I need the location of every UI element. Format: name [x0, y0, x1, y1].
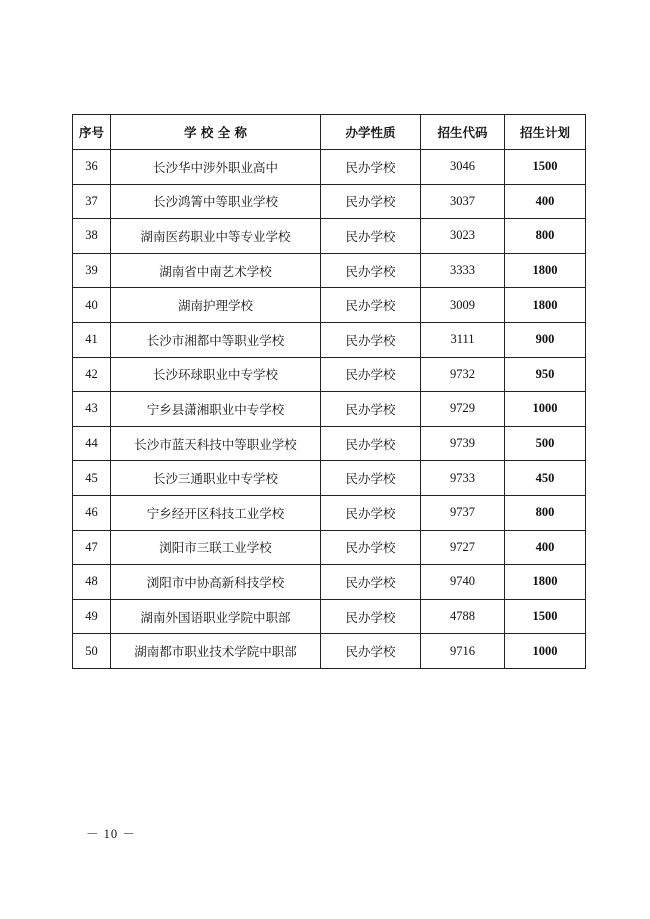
enrollment-plan-cell: 450: [505, 461, 586, 496]
row-index-cell: 41: [73, 322, 111, 357]
table-row: [73, 599, 586, 634]
row-index-cell: 45: [73, 461, 111, 496]
table-row: [73, 530, 586, 565]
row-index-cell: 47: [73, 530, 111, 565]
school-name-cell: 长沙鸿箐中等职业学校: [111, 184, 321, 219]
school-nature-cell: 民办学校: [321, 322, 421, 357]
table-row: [73, 426, 586, 461]
enrollment-code-cell: 4788: [421, 599, 505, 634]
school-nature-cell: 民办学校: [321, 392, 421, 427]
school-nature-cell: 民办学校: [321, 634, 421, 669]
enrollment-code-cell: 9739: [421, 426, 505, 461]
school-nature-cell: 民办学校: [321, 461, 421, 496]
enrollment-code-cell: 3333: [421, 253, 505, 288]
row-index-cell: 46: [73, 495, 111, 530]
school-name-cell: 宁乡县潇湘职业中专学校: [111, 392, 321, 427]
page-number: － 10 －: [86, 827, 136, 841]
enrollment-code-cell: 9733: [421, 461, 505, 496]
row-index-cell: 39: [73, 253, 111, 288]
row-index-cell: 43: [73, 392, 111, 427]
enrollment-plan-cell: 1800: [505, 253, 586, 288]
table-row: [73, 565, 586, 600]
school-nature-cell: 民办学校: [321, 219, 421, 254]
row-index-cell: 37: [73, 184, 111, 219]
school-name-cell: 宁乡经开区科技工业学校: [111, 495, 321, 530]
enrollment-code-cell: 3111: [421, 322, 505, 357]
school-name-cell: 长沙三通职业中专学校: [111, 461, 321, 496]
school-nature-cell: 民办学校: [321, 184, 421, 219]
school-name-cell: 长沙市湘都中等职业学校: [111, 322, 321, 357]
table-row: [73, 322, 586, 357]
enrollment-plan-cell: 400: [505, 530, 586, 565]
table-row: [73, 461, 586, 496]
table-row: [73, 357, 586, 392]
table-row: [73, 150, 586, 185]
col-header-nature: 办学性质: [321, 115, 421, 150]
enrollment-code-cell: 9732: [421, 357, 505, 392]
col-header-school-name: 学 校 全 称: [111, 115, 321, 150]
enrollment-plan-cell: 1500: [505, 599, 586, 634]
row-index-cell: 48: [73, 565, 111, 600]
row-index-cell: 38: [73, 219, 111, 254]
enrollment-plan-cell: 1000: [505, 392, 586, 427]
school-nature-cell: 民办学校: [321, 150, 421, 185]
col-header-index: 序号: [73, 115, 111, 150]
enrollment-plan-cell: 800: [505, 219, 586, 254]
school-nature-cell: 民办学校: [321, 288, 421, 323]
enrollment-code-cell: 9740: [421, 565, 505, 600]
enrollment-plan-cell: 400: [505, 184, 586, 219]
enrollment-plan-cell: 1500: [505, 150, 586, 185]
school-name-cell: 长沙华中涉外职业高中: [111, 150, 321, 185]
enrollment-code-cell: 3046: [421, 150, 505, 185]
row-index-cell: 40: [73, 288, 111, 323]
enrollment-code-cell: 9716: [421, 634, 505, 669]
school-name-cell: 浏阳市中协高新科技学校: [111, 565, 321, 600]
school-nature-cell: 民办学校: [321, 599, 421, 634]
school-name-cell: 湖南护理学校: [111, 288, 321, 323]
enrollment-plan-cell: 900: [505, 322, 586, 357]
table-row: [73, 392, 586, 427]
school-name-cell: 长沙环球职业中专学校: [111, 357, 321, 392]
row-index-cell: 44: [73, 426, 111, 461]
row-index-cell: 36: [73, 150, 111, 185]
table-row: [73, 219, 586, 254]
table-row: [73, 634, 586, 669]
enrollment-code-cell: 3023: [421, 219, 505, 254]
col-header-plan: 招生计划: [505, 115, 586, 150]
enrollment-plan-cell: 800: [505, 495, 586, 530]
table-row: [73, 288, 586, 323]
school-name-cell: 湖南省中南艺术学校: [111, 253, 321, 288]
table-row: [73, 184, 586, 219]
enrollment-code-cell: 3037: [421, 184, 505, 219]
col-header-code: 招生代码: [421, 115, 505, 150]
enrollment-plan-cell: 1000: [505, 634, 586, 669]
row-index-cell: 42: [73, 357, 111, 392]
school-nature-cell: 民办学校: [321, 426, 421, 461]
enrollment-code-cell: 9737: [421, 495, 505, 530]
row-index-cell: 50: [73, 634, 111, 669]
school-name-cell: 长沙市蓝天科技中等职业学校: [111, 426, 321, 461]
enrollment-code-cell: 9727: [421, 530, 505, 565]
enrollment-plan-cell: 1800: [505, 288, 586, 323]
school-nature-cell: 民办学校: [321, 530, 421, 565]
school-nature-cell: 民办学校: [321, 253, 421, 288]
school-nature-cell: 民办学校: [321, 565, 421, 600]
school-nature-cell: 民办学校: [321, 495, 421, 530]
table-row: [73, 253, 586, 288]
school-name-cell: 湖南都市职业技术学院中职部: [111, 634, 321, 669]
row-index-cell: 49: [73, 599, 111, 634]
enrollment-code-cell: 9729: [421, 392, 505, 427]
school-name-cell: 浏阳市三联工业学校: [111, 530, 321, 565]
enrollment-plan-cell: 950: [505, 357, 586, 392]
enrollment-plan-cell: 1800: [505, 565, 586, 600]
enrollment-code-cell: 3009: [421, 288, 505, 323]
table-row: [73, 495, 586, 530]
school-nature-cell: 民办学校: [321, 357, 421, 392]
header-row: [73, 115, 586, 150]
enrollment-plan-cell: 500: [505, 426, 586, 461]
school-name-cell: 湖南外国语职业学院中职部: [111, 599, 321, 634]
enrollment-table: [72, 114, 586, 669]
school-name-cell: 湖南医药职业中等专业学校: [111, 219, 321, 254]
